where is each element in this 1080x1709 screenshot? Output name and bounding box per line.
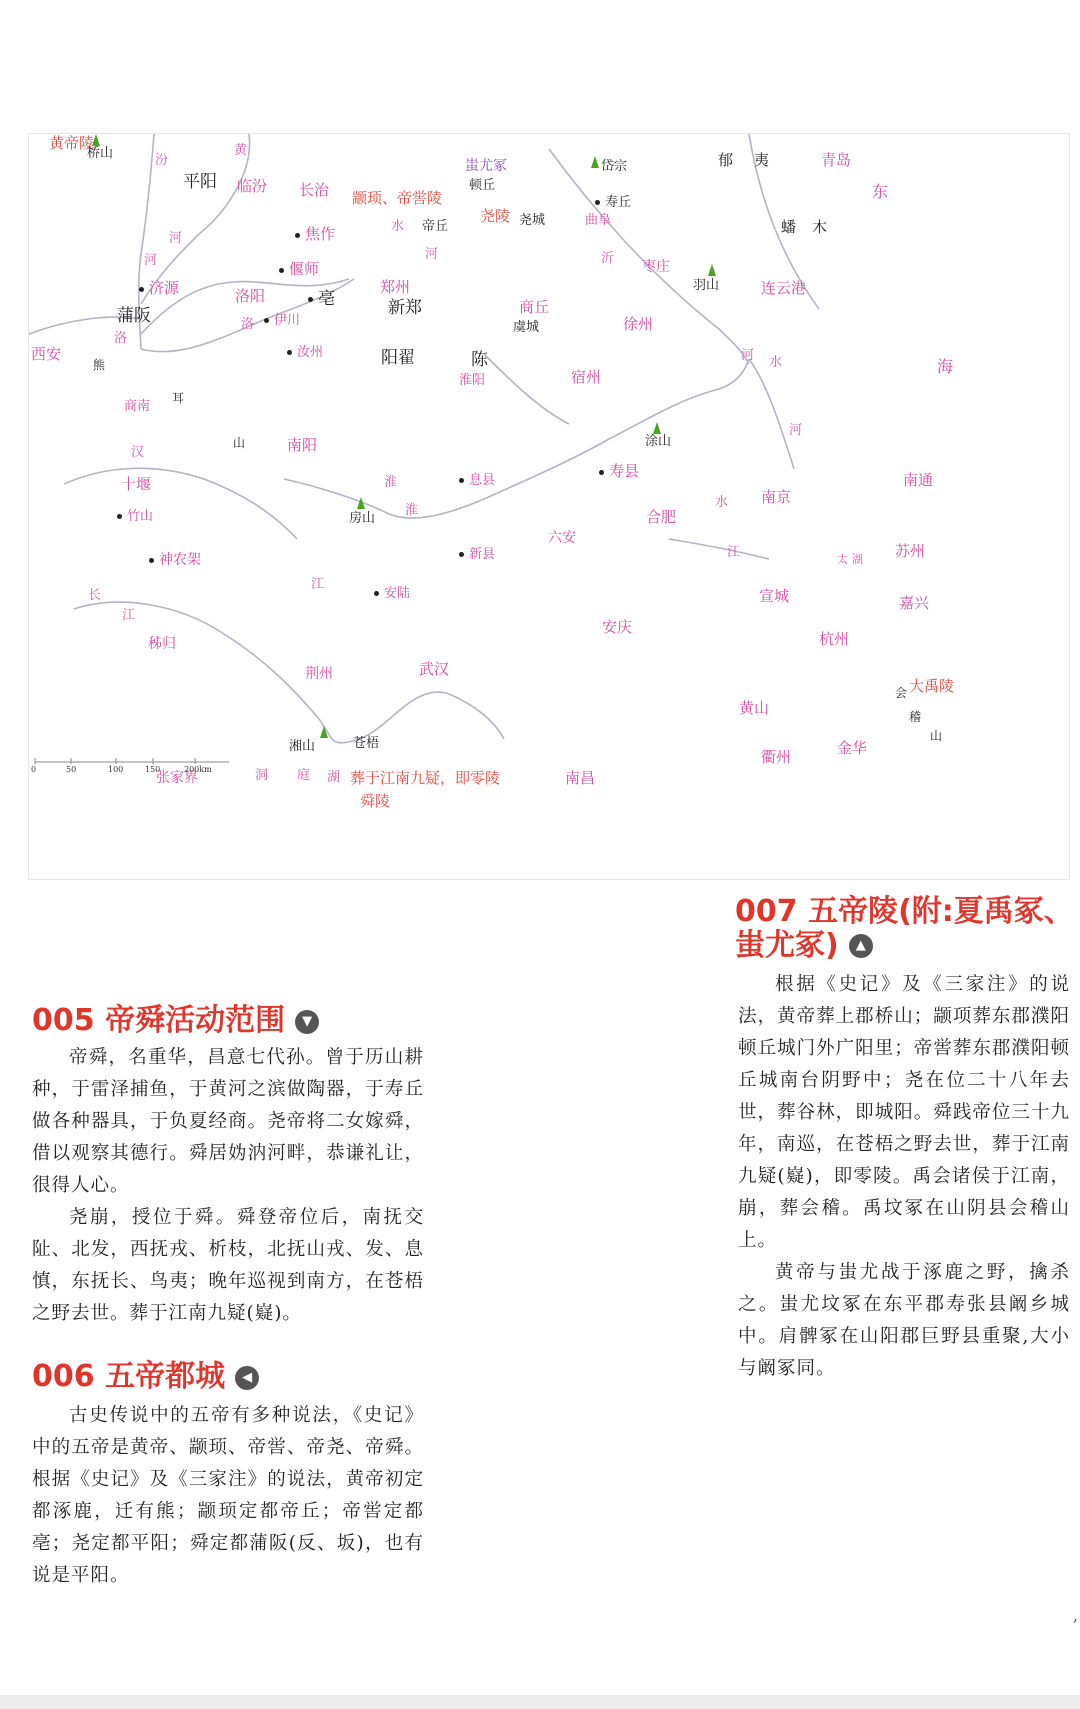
scale-label: 200km — [184, 765, 212, 774]
place-label: 顿丘 — [469, 178, 496, 193]
lake-label: 太 — [837, 553, 848, 566]
city-label: 寿县 — [599, 464, 639, 479]
city-label: 商丘 — [519, 298, 550, 316]
river-label: 江 — [311, 577, 325, 592]
paragraph: 帝舜，名重华，昌意七代孙。曾于历山耕种，于雷泽捕鱼，于黄河之滨做陶器，于寿丘做各种器具，于负夏经商。尧帝将二女嫁舜，借以观察其德行。舜居妫汭河畔，恭谦礼让，很得人心。 — [32, 1047, 424, 1196]
section-005-body — [32, 1042, 424, 1330]
place-label: 苍梧 — [353, 736, 380, 751]
city-label: 宿州 — [571, 368, 602, 386]
mountain-icon — [591, 156, 599, 168]
city-label: 淮阳 — [459, 373, 486, 388]
city-label: 金华 — [837, 739, 868, 757]
scale-label: 100 — [108, 765, 124, 774]
place-label: 郁 — [718, 151, 734, 169]
mountain-label: 羽山 — [693, 278, 720, 293]
city-label: 宣城 — [759, 587, 790, 605]
tomb-label: 蚩尤冢 — [465, 158, 507, 174]
river-label: 淮 — [405, 503, 419, 518]
city-label: 新县 — [459, 548, 495, 561]
paragraph: 尧崩，授位于舜。舜登帝位后，南抚交阯、北发，西抚戎、析枝，北抚山戎、发、息慎，东抚长、鸟夷；晚年巡视到南方，在苍梧之野去世。葬于江南九疑(嶷)。 — [32, 1207, 424, 1324]
city-label: 武汉 — [419, 660, 450, 678]
place-label: 山 — [930, 729, 943, 743]
place-label: 陈 — [471, 350, 488, 370]
city-label: 临汾 — [237, 177, 268, 195]
place-label: 熊 — [93, 358, 106, 372]
paragraph: 古史传说中的五帝有多种说法，《史记》中的五帝是黄帝、颛顼、帝喾、帝尧、帝舜。根据《史记》及《三家注》的说法，黄帝初定都涿鹿，迁有熊；颛顼定都帝丘；帝喾定都亳；尧定都平阳；舜定都蒲阪(反、坂)，也有说是平阳。 — [32, 1405, 424, 1586]
city-label: 曲阜 — [585, 213, 612, 228]
river-label: 洛 — [114, 331, 128, 346]
up-arrow-circle-icon[interactable]: ▲ — [849, 934, 873, 958]
section-number: 005 — [32, 1003, 95, 1038]
river-label: 汉 — [131, 445, 145, 460]
place-label: 会 — [895, 686, 908, 700]
left-arrow-circle-icon[interactable]: ◀ — [235, 1366, 259, 1390]
city-label: 偃师 — [279, 262, 319, 277]
lake-label: 洞 — [255, 768, 269, 783]
mountain-icon — [320, 726, 328, 738]
river-label: 河 — [425, 247, 439, 262]
place-label: 耳 — [172, 391, 185, 405]
tomb-label: 黄帝陵 — [49, 134, 95, 152]
tomb-label: 颛顼、帝喾陵 — [352, 189, 443, 207]
scan-edge — [0, 1695, 1080, 1709]
river-label: 河 — [741, 348, 755, 363]
city-label: 南阳 — [287, 436, 318, 454]
city-label: 安陆 — [374, 587, 410, 600]
place-label: 尧城 — [519, 213, 546, 228]
city-label: 青岛 — [821, 151, 852, 169]
city-label: 荆州 — [305, 666, 333, 682]
river-label: 汾 — [155, 153, 169, 168]
city-label: 枣庄 — [642, 259, 670, 275]
city-label: 嘉兴 — [899, 594, 930, 612]
lake-label: 庭 — [297, 768, 311, 783]
place-label: 夷 — [754, 151, 770, 169]
place-label: 蟠 — [781, 218, 797, 236]
city-label: 焦作 — [295, 227, 335, 242]
lake-label: 湖 — [327, 770, 341, 785]
river-label: 水 — [769, 355, 783, 370]
place-label: 蒲阪 — [117, 306, 151, 326]
map-panel — [28, 133, 1070, 880]
section-007-title — [735, 895, 1074, 962]
city-label: 洛阳 — [235, 287, 266, 305]
city-label: 六安 — [548, 530, 576, 546]
section-title-line1: 五帝陵(附:夏禹冢、 — [808, 894, 1074, 929]
place-label: 阳翟 — [381, 348, 415, 368]
place-label: 平阳 — [183, 172, 217, 192]
section-006-title — [32, 1360, 259, 1394]
river-label: 水 — [391, 219, 405, 234]
city-label: 郑州 — [380, 278, 411, 296]
city-label: 十堰 — [121, 475, 152, 493]
mountain-label: 湘山 — [289, 739, 316, 754]
city-label: 衢州 — [761, 748, 792, 766]
scale-label: 150 — [145, 765, 161, 774]
city-label: 息县 — [459, 474, 495, 487]
river-huai — [284, 359, 749, 518]
mountain-label: 岱宗 — [601, 159, 628, 174]
river-label: 河 — [144, 253, 158, 268]
section-title-text: 五帝都城 — [105, 1359, 226, 1394]
river-label: 河 — [789, 423, 803, 438]
tomb-label: 舜陵 — [360, 792, 391, 810]
river-han — [64, 468, 297, 539]
section-005-title — [32, 1004, 319, 1038]
river-label: 沂 — [601, 251, 615, 266]
city-label: 神农架 — [149, 553, 201, 567]
tomb-label: 葬于江南九疑，即零陵 — [350, 769, 501, 787]
city-label: 南京 — [761, 488, 792, 506]
place-label: 亳 — [308, 291, 335, 308]
mountain-icon — [92, 134, 100, 146]
mountain-label: 桥山 — [87, 146, 114, 161]
river-yellow-old — [484, 354, 569, 424]
mountain-label: 涂山 — [645, 434, 672, 449]
page-edge-mark: , — [1072, 1606, 1078, 1625]
city-label: 合肥 — [646, 508, 677, 526]
city-label: 苏州 — [895, 542, 926, 560]
city-label: 杭州 — [819, 630, 850, 648]
mountain-label: 房山 — [349, 511, 376, 526]
down-arrow-circle-icon[interactable]: ▼ — [295, 1010, 319, 1034]
mountain-icon — [653, 422, 661, 434]
place-label: 新郑 — [388, 298, 422, 318]
place-label: 虞城 — [513, 320, 540, 335]
city-label: 安庆 — [602, 618, 633, 636]
place-label: 寿丘 — [595, 196, 631, 209]
section-007-body — [738, 969, 1070, 1385]
tomb-label: 尧陵 — [480, 207, 511, 225]
scale-label: 0 — [31, 765, 37, 774]
city-label: 徐州 — [623, 315, 654, 333]
city-label: 济源 — [139, 281, 179, 296]
river-lower-yangtze — [669, 539, 769, 559]
river-label: 水 — [715, 495, 729, 510]
city-label: 长治 — [299, 181, 330, 199]
river-label: 长 — [88, 588, 102, 603]
paragraph: 根据《史记》及《三家注》的说法，黄帝葬上郡桥山；颛项葬东郡濮阳顿丘城门外广阳里；帝喾葬东郡濮阳顿丘城南台阴野中；尧在位二十八年去世，葬谷林，即城阳。舜践帝位三十九年，南巡，在苍梧之野去世，葬于江南九疑(嶷)，即零陵。禹会诸侯于江南，崩，葬会稽。禹坟冢在山阴县会稽山上。 — [738, 974, 1070, 1251]
section-number: 007 — [735, 894, 798, 929]
city-label: 商南 — [124, 399, 151, 414]
section-title-line2: 蚩尤冢) — [735, 927, 839, 963]
river-label: 江 — [122, 608, 136, 623]
city-label: 竹山 — [117, 510, 153, 523]
city-label: 秭归 — [148, 636, 176, 652]
tomb-label: 大禹陵 — [909, 677, 955, 695]
mountain-icon — [357, 497, 365, 509]
river-label: 河 — [169, 231, 183, 246]
lake-label: 湖 — [852, 553, 863, 566]
city-label: 张家界 — [156, 770, 198, 786]
city-label: 西安 — [31, 345, 62, 363]
city-label: 伊川 — [264, 314, 300, 327]
section-title-text: 帝舜活动范围 — [105, 1003, 286, 1038]
river-label: 淮 — [384, 475, 398, 490]
city-label: 连云港 — [761, 279, 807, 297]
city-label: 南昌 — [565, 769, 596, 787]
river-label: 洛 — [241, 317, 255, 332]
place-label: 稽 — [909, 710, 922, 724]
place-label: 帝丘 — [422, 219, 449, 234]
sea-label: 东 — [872, 182, 889, 201]
city-label: 黄山 — [739, 699, 770, 717]
section-number: 006 — [32, 1359, 95, 1394]
river-label: 黄 — [234, 143, 248, 158]
place-label: 木 — [812, 218, 828, 236]
place-label: 山 — [233, 436, 246, 450]
river-label: 江 — [727, 545, 741, 560]
section-006-body — [32, 1400, 424, 1592]
paragraph: 黄帝与蚩尤战于涿鹿之野，擒杀之。蚩尤坟冢在东平郡寿张县阚乡城中。肩髀冢在山阳郡巨野县重聚,大小与阚冢同。 — [738, 1262, 1070, 1379]
city-label: 汝州 — [287, 346, 323, 359]
scale-label: 50 — [66, 765, 77, 774]
river-grand-canal — [749, 359, 794, 469]
mountain-icon — [708, 264, 716, 276]
sea-label: 海 — [937, 357, 954, 376]
city-label: 南通 — [903, 471, 934, 489]
